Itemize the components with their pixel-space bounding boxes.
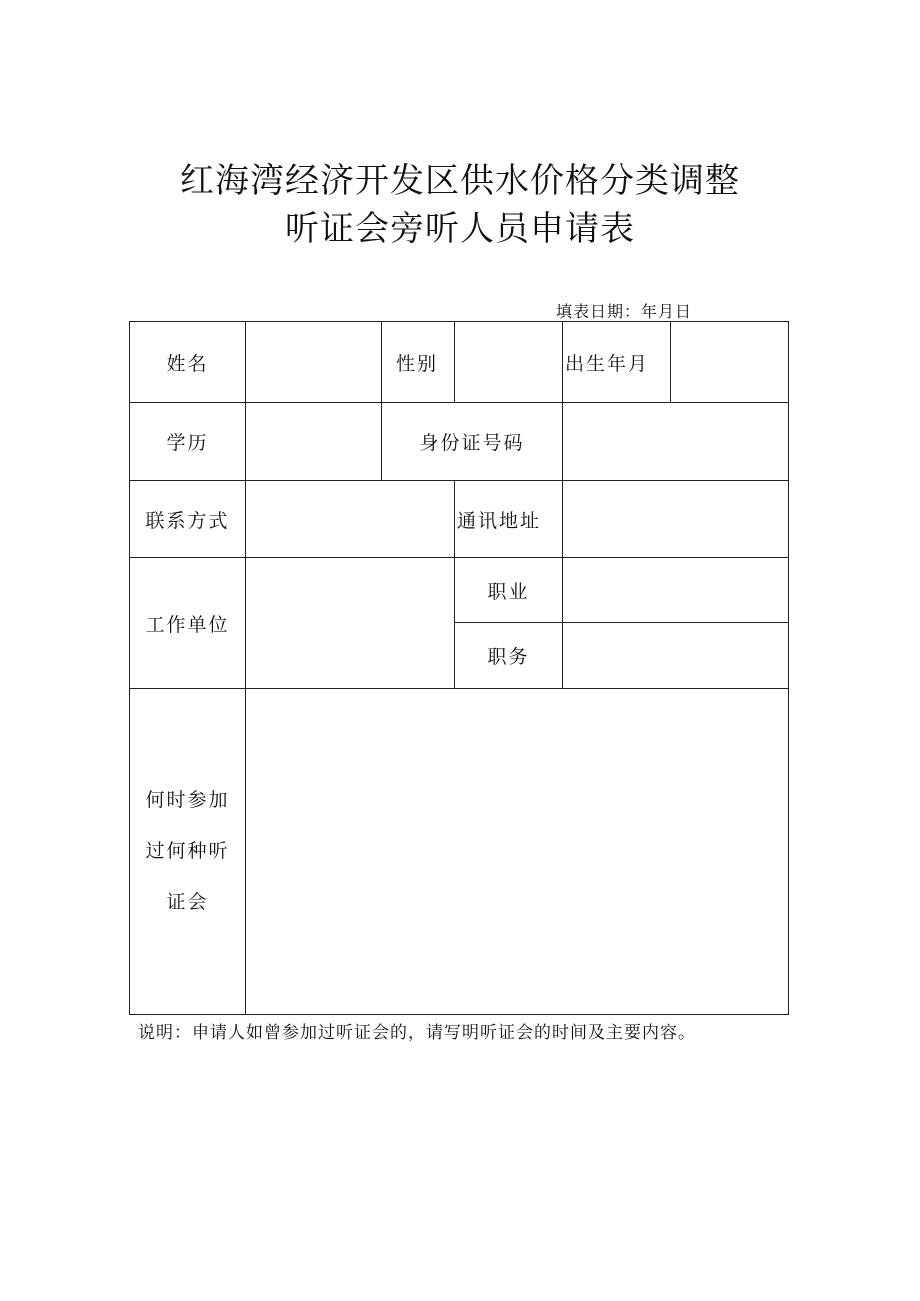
application-form-table (129, 321, 789, 1015)
hearing-history-field[interactable] (246, 689, 788, 1014)
gender-field[interactable] (455, 322, 562, 402)
address-field[interactable] (563, 481, 788, 557)
document-title-line1: 红海湾经济开发区供水价格分类调整 (180, 161, 740, 201)
occupation-field[interactable] (563, 558, 788, 622)
name-label: 姓名 (166, 352, 209, 375)
hearing-history-label-line1: 何时参加 (145, 789, 230, 811)
hearing-history-label-line3: 证会 (166, 891, 209, 913)
gender-label: 性别 (396, 352, 439, 375)
id-number-field[interactable] (563, 403, 788, 480)
fill-date-label: 填表日期：年月日 (556, 302, 693, 321)
address-label: 通讯地址 (457, 509, 542, 532)
footnote: 说明：申请人如曾参加过听证会的，请写明听证会的时间及主要内容。 (138, 1023, 696, 1043)
position-field[interactable] (563, 623, 788, 688)
occupation-label: 职业 (487, 580, 530, 603)
education-label: 学历 (166, 432, 209, 454)
work-unit-field[interactable] (246, 558, 454, 688)
birth-field[interactable] (671, 322, 788, 402)
position-label: 职务 (487, 646, 530, 668)
document-title-line2: 听证会旁听人员申请表 (285, 209, 635, 249)
contact-label: 联系方式 (145, 509, 230, 532)
education-field[interactable] (246, 403, 381, 480)
hearing-history-label (130, 689, 245, 1014)
birth-label: 出生年月 (565, 352, 650, 375)
contact-field[interactable] (246, 481, 454, 557)
work-unit-label: 工作单位 (145, 613, 230, 636)
hearing-history-label-line2: 过何种听 (145, 840, 230, 862)
name-field[interactable] (246, 322, 381, 402)
id-number-label: 身份证号码 (419, 432, 525, 454)
